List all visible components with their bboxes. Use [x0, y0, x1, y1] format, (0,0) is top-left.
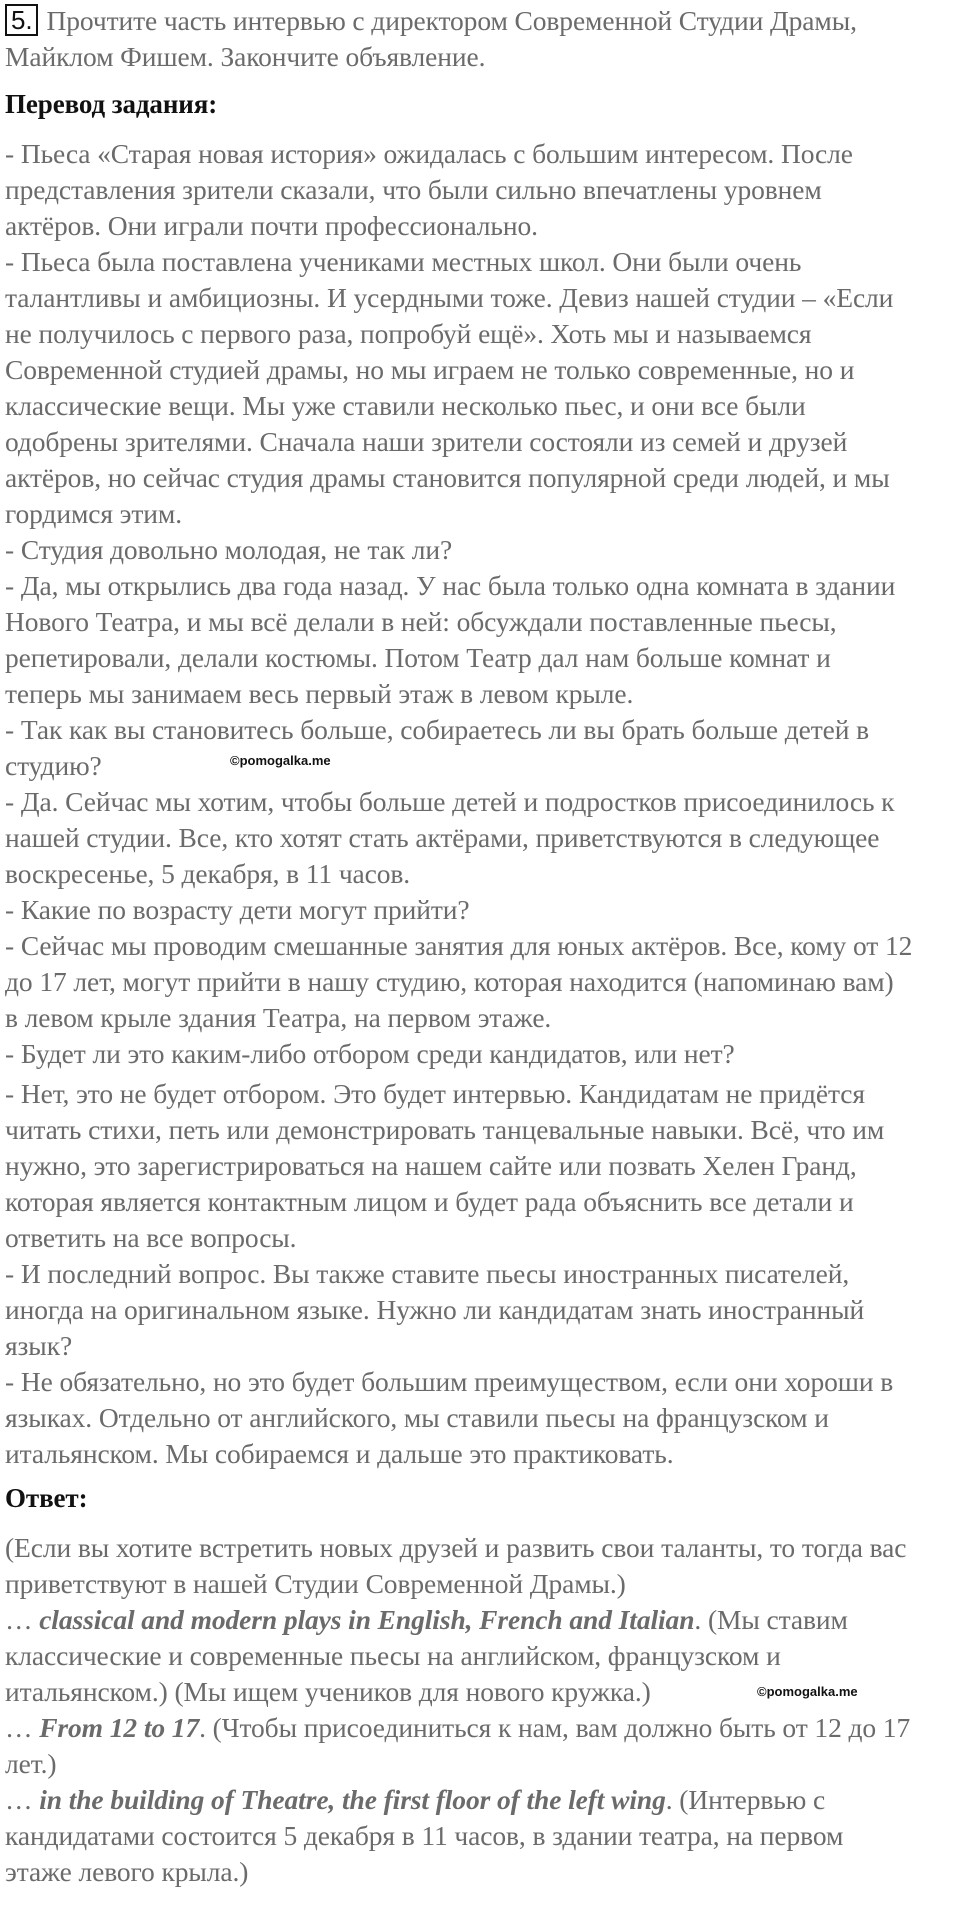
answer-2-prefix: … [5, 1712, 40, 1743]
answer-3-prefix: … [5, 1784, 40, 1815]
answer-3-line-1 [5, 1782, 825, 1818]
translation-line: - И последний вопрос. Вы также ставите пьесы иностранных писателей, [5, 1258, 850, 1289]
translation-line: нашей студии. Все, кто хотят стать актёрами, приветствуются в следующее [5, 822, 880, 853]
translation-line: Современной студией драмы, но мы играем не только современные, но и [5, 354, 855, 385]
watermark: ©pomogalka.me [757, 1684, 858, 1699]
translation-line: одобрены зрителями. Сначала наши зрители состояли из семей и друзей [5, 426, 848, 457]
translation-line: языках. Отдельно от английского, мы ставили пьесы на французском и [5, 1402, 829, 1433]
translation-line: актёров. Они играли почти профессионально. [5, 210, 538, 241]
translation-line: язык? [5, 1330, 73, 1361]
answer-1-rest: . (Мы ставим [694, 1604, 848, 1635]
translation-line: репетировали, делали костюмы. Потом Театр дал нам больше комнат и [5, 642, 831, 673]
translation-line: представления зрители сказали, что были сильно впечатлены уровнем [5, 174, 822, 205]
translation-line: - Студия довольно молодая, не так ли? [5, 534, 453, 565]
translation-line: - Сейчас мы проводим смешанные занятия для юных актёров. Все, кому от 12 [5, 930, 913, 961]
translation-line: иногда на оригинальном языке. Нужно ли кандидатам знать иностранный [5, 1294, 865, 1325]
answer-1-line-2: классические и современные пьесы на английском, французском и [5, 1640, 781, 1671]
translation-line: - Да, мы открылись два года назад. У нас была только одна комната в здании [5, 570, 896, 601]
translation-line: талантливы и амбициозны. И усердными тоже. Девиз нашей студии – «Если [5, 282, 894, 313]
translation-line: не получилось с первого раза, попробуй ещё». Хоть мы и называемся [5, 318, 812, 349]
translation-heading: Перевод задания: [5, 89, 218, 119]
answer-3-line-3: этаже левого крыла.) [5, 1856, 249, 1887]
translation-line: гордимся этим. [5, 498, 182, 529]
translation-line: воскресенье, 5 декабря, в 11 часов. [5, 858, 411, 889]
translation-line: - Пьеса была поставлена учениками местных школ. Они были очень [5, 246, 802, 277]
answer-3-text: in the building of Theatre, the first floor of the left wing [39, 1784, 666, 1815]
answer-heading: Ответ: [5, 1483, 88, 1513]
translation-line: до 17 лет, могут прийти в нашу студию, которая находится (напоминаю вам) [5, 966, 894, 997]
translation-line: - Так как вы становитесь больше, собираетесь ли вы брать больше детей в [5, 714, 870, 745]
translation-line: - Да. Сейчас мы хотим, чтобы больше детей и подростков присоединилось к [5, 786, 895, 817]
translation-line: в левом крыле здания Театра, на первом этаже. [5, 1002, 552, 1033]
task-line-2: Майклом Фишем. Закончите объявление. [5, 41, 486, 72]
translation-line: ответить на все вопросы. [5, 1222, 297, 1253]
translation-line: - Пьеса «Старая новая история» ожидалась с большим интересом. После [5, 138, 853, 169]
answer-3-line-2: кандидатами состоится 5 декабря в 11 часов, в здании театра, на первом [5, 1820, 844, 1851]
answer-intro-line-2: приветствуют в нашей Студии Современной Драмы.) [5, 1568, 626, 1599]
task-line-1 [5, 3, 857, 39]
watermark: ©pomogalka.me [230, 753, 331, 768]
task-number: 5. [5, 4, 38, 36]
translation-line: - Будет ли это каким-либо отбором среди кандидатов, или нет? [5, 1038, 735, 1069]
answer-1-line-3: итальянском.) (Мы ищем учеников для нового кружка.) [5, 1676, 651, 1707]
answer-2-line-1 [5, 1710, 910, 1746]
translation-line: нужно, это зарегистрироваться на нашем сайте или позвать Хелен Гранд, [5, 1150, 857, 1181]
task-text-1: Прочтите часть интервью с директором Современной Студии Драмы, [46, 5, 857, 36]
answer-1-text: classical and modern plays in English, French and Italian [39, 1604, 695, 1635]
translation-line: студию? [5, 750, 102, 781]
answer-2-text: From 12 to 17 [39, 1712, 200, 1743]
translation-line: которая является контактным лицом и будет рада объяснить все детали и [5, 1186, 854, 1217]
translation-line: теперь мы занимаем весь первый этаж в левом крыле. [5, 678, 634, 709]
answer-intro-line-1: (Если вы хотите встретить новых друзей и развить свои таланты, то тогда вас [5, 1532, 907, 1563]
translation-line: читать стихи, петь или демонстрировать танцевальные навыки. Всё, что им [5, 1114, 885, 1145]
answer-2-rest: . (Чтобы присоединиться к нам, вам должно быть от 12 до 17 [199, 1712, 911, 1743]
translation-line: - Какие по возрасту дети могут прийти? [5, 894, 470, 925]
translation-line: - Нет, это не будет отбором. Это будет интервью. Кандидатам не придётся [5, 1078, 865, 1109]
translation-line: Нового Театра, и мы всё делали в ней: обсуждали поставленные пьесы, [5, 606, 837, 637]
translation-line: классические вещи. Мы уже ставили несколько пьес, и они все были [5, 390, 806, 421]
answer-1-prefix: … [5, 1604, 40, 1635]
translation-line: итальянском. Мы собираемся и дальше это практиковать. [5, 1438, 674, 1469]
translation-line: - Не обязательно, но это будет большим преимуществом, если они хороши в [5, 1366, 894, 1397]
answer-2-line-2: лет.) [5, 1748, 57, 1779]
answer-3-rest: . (Интервью с [665, 1784, 826, 1815]
answer-1-line-1 [5, 1602, 848, 1638]
translation-line: актёров, но сейчас студия драмы становится популярной среди людей, и мы [5, 462, 890, 493]
